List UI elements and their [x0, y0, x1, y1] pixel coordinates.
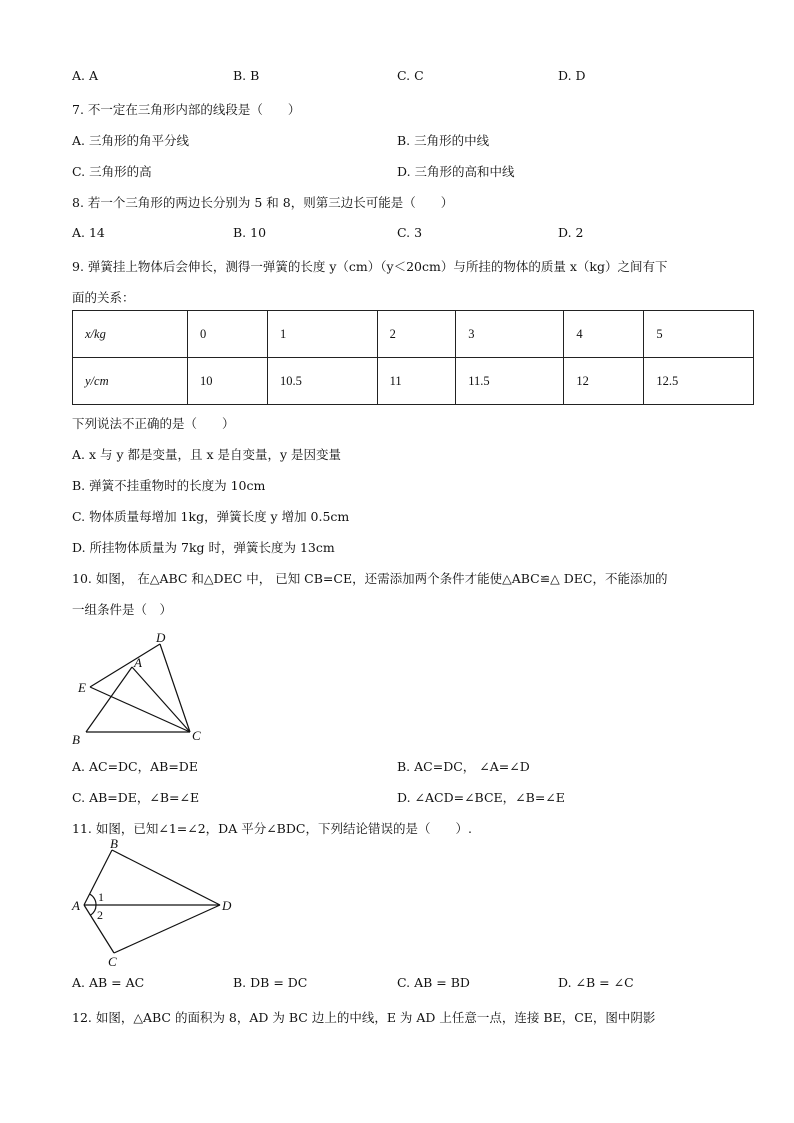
- segment-bd: [112, 850, 220, 905]
- table-cell: 10.5: [268, 358, 378, 405]
- label-b: B: [72, 732, 80, 747]
- q11-option-a: A. AB = AC: [72, 975, 145, 990]
- table-cell: 2: [377, 311, 456, 358]
- q9-stem-line2: 面的关系：: [72, 290, 135, 305]
- q6-option-b: B. B: [233, 68, 260, 83]
- q10-option-a: A. AC=DC，AB=DE: [72, 759, 198, 774]
- q10-stem-line1: 10. 如图， 在△ABC 和△DEC 中， 已知 CB=CE，还需添加两个条件才能使△ABC≌△ DEC，不能添加的: [72, 571, 668, 586]
- q11-option-c: C. AB = BD: [397, 975, 470, 990]
- q6-option-d: D. D: [558, 68, 586, 83]
- q10-option-c: C. AB=DE，∠B=∠E: [72, 790, 200, 805]
- q8-option-c: C. 3: [397, 225, 423, 240]
- q11-option-b: B. DB = DC: [233, 975, 308, 990]
- table-cell: 0: [187, 311, 267, 358]
- q9-option-c: C. 物体质量每增加 1kg，弹簧长度 y 增加 0.5cm: [72, 509, 350, 524]
- table-row: [73, 311, 754, 358]
- label-b: B: [110, 838, 118, 851]
- table-cell: 12: [564, 358, 644, 405]
- q8-stem: 8. 若一个三角形的两边长分别为 5 和 8，则第三边长可能是（ ）: [72, 195, 454, 210]
- q10-figure: [70, 626, 220, 750]
- q9-option-b: B. 弹簧不挂重物时的长度为 10cm: [72, 478, 266, 493]
- q10-stem-line2: 一组条件是（ ）: [72, 602, 173, 617]
- q10-option-b: B. AC=DC， ∠A=∠D: [397, 759, 530, 774]
- table-cell: 11: [377, 358, 456, 405]
- q6-option-a: A. A: [72, 68, 99, 83]
- q7-option-c: C. 三角形的高: [72, 164, 152, 179]
- label-e: E: [78, 680, 86, 695]
- q8-option-a: A. 14: [72, 225, 105, 240]
- segment-ac: [132, 667, 190, 732]
- table-cell: 4: [564, 311, 644, 358]
- angle-arc-2: [90, 905, 96, 915]
- segment-cd: [114, 905, 220, 953]
- q12-stem: 12. 如图，△ABC 的面积为 8，AD 为 BC 边上的中线，E 为 AD 上任意一点，连接 BE，CE，图中阴影: [72, 1010, 656, 1025]
- q7-stem: 7. 不一定在三角形内部的线段是（ ）: [72, 102, 301, 117]
- q11-figure: [70, 838, 240, 970]
- table-cell: 11.5: [456, 358, 564, 405]
- label-angle-1: 1: [98, 890, 104, 904]
- label-angle-2: 2: [97, 908, 103, 922]
- table-cell: 10: [187, 358, 267, 405]
- q7-option-a: A. 三角形的角平分线: [72, 133, 189, 148]
- q9-question: 下列说法不正确的是（ ）: [72, 416, 235, 431]
- label-d: D: [156, 630, 166, 645]
- q11-option-d: D. ∠B = ∠C: [558, 975, 634, 990]
- segment-ec: [90, 687, 190, 732]
- q7-option-d: D. 三角形的高和中线: [397, 164, 515, 179]
- table-cell: y/cm: [73, 358, 188, 405]
- table-cell: x/kg: [73, 311, 188, 358]
- table-cell: 5: [644, 311, 754, 358]
- q8-option-b: B. 10: [233, 225, 267, 240]
- q9-option-d: D. 所挂物体质量为 7kg 时，弹簧长度为 13cm: [72, 540, 335, 555]
- label-c: C: [108, 954, 117, 969]
- label-d: D: [222, 898, 232, 913]
- q11-stem: 11. 如图，已知∠1=∠2，DA 平分∠BDC，下列结论错误的是（ ）.: [72, 821, 472, 836]
- segment-ed: [90, 644, 160, 687]
- q10-option-d: D. ∠ACD=∠BCE，∠B=∠E: [397, 790, 565, 805]
- q9-stem-line1: 9. 弹簧挂上物体后会伸长，测得一弹簧的长度 y（cm）（y＜20cm）与所挂的物体的质量 x（kg）之间有下: [72, 259, 668, 274]
- table-cell: 3: [456, 311, 564, 358]
- q8-option-d: D. 2: [558, 225, 584, 240]
- table-cell: 1: [268, 311, 378, 358]
- q6-option-c: C. C: [397, 68, 424, 83]
- label-c: C: [192, 728, 201, 743]
- segment-dc: [160, 644, 190, 732]
- angle-arc-1: [90, 894, 97, 905]
- q9-option-a: A. x 与 y 都是变量，且 x 是自变量，y 是因变量: [72, 447, 342, 462]
- table-cell: 12.5: [644, 358, 754, 405]
- q7-option-b: B. 三角形的中线: [397, 133, 490, 148]
- label-a: A: [134, 655, 142, 670]
- q9-data-table: [72, 310, 754, 405]
- table-row: [73, 358, 754, 405]
- label-a: A: [72, 898, 80, 913]
- segment-ba: [86, 667, 132, 732]
